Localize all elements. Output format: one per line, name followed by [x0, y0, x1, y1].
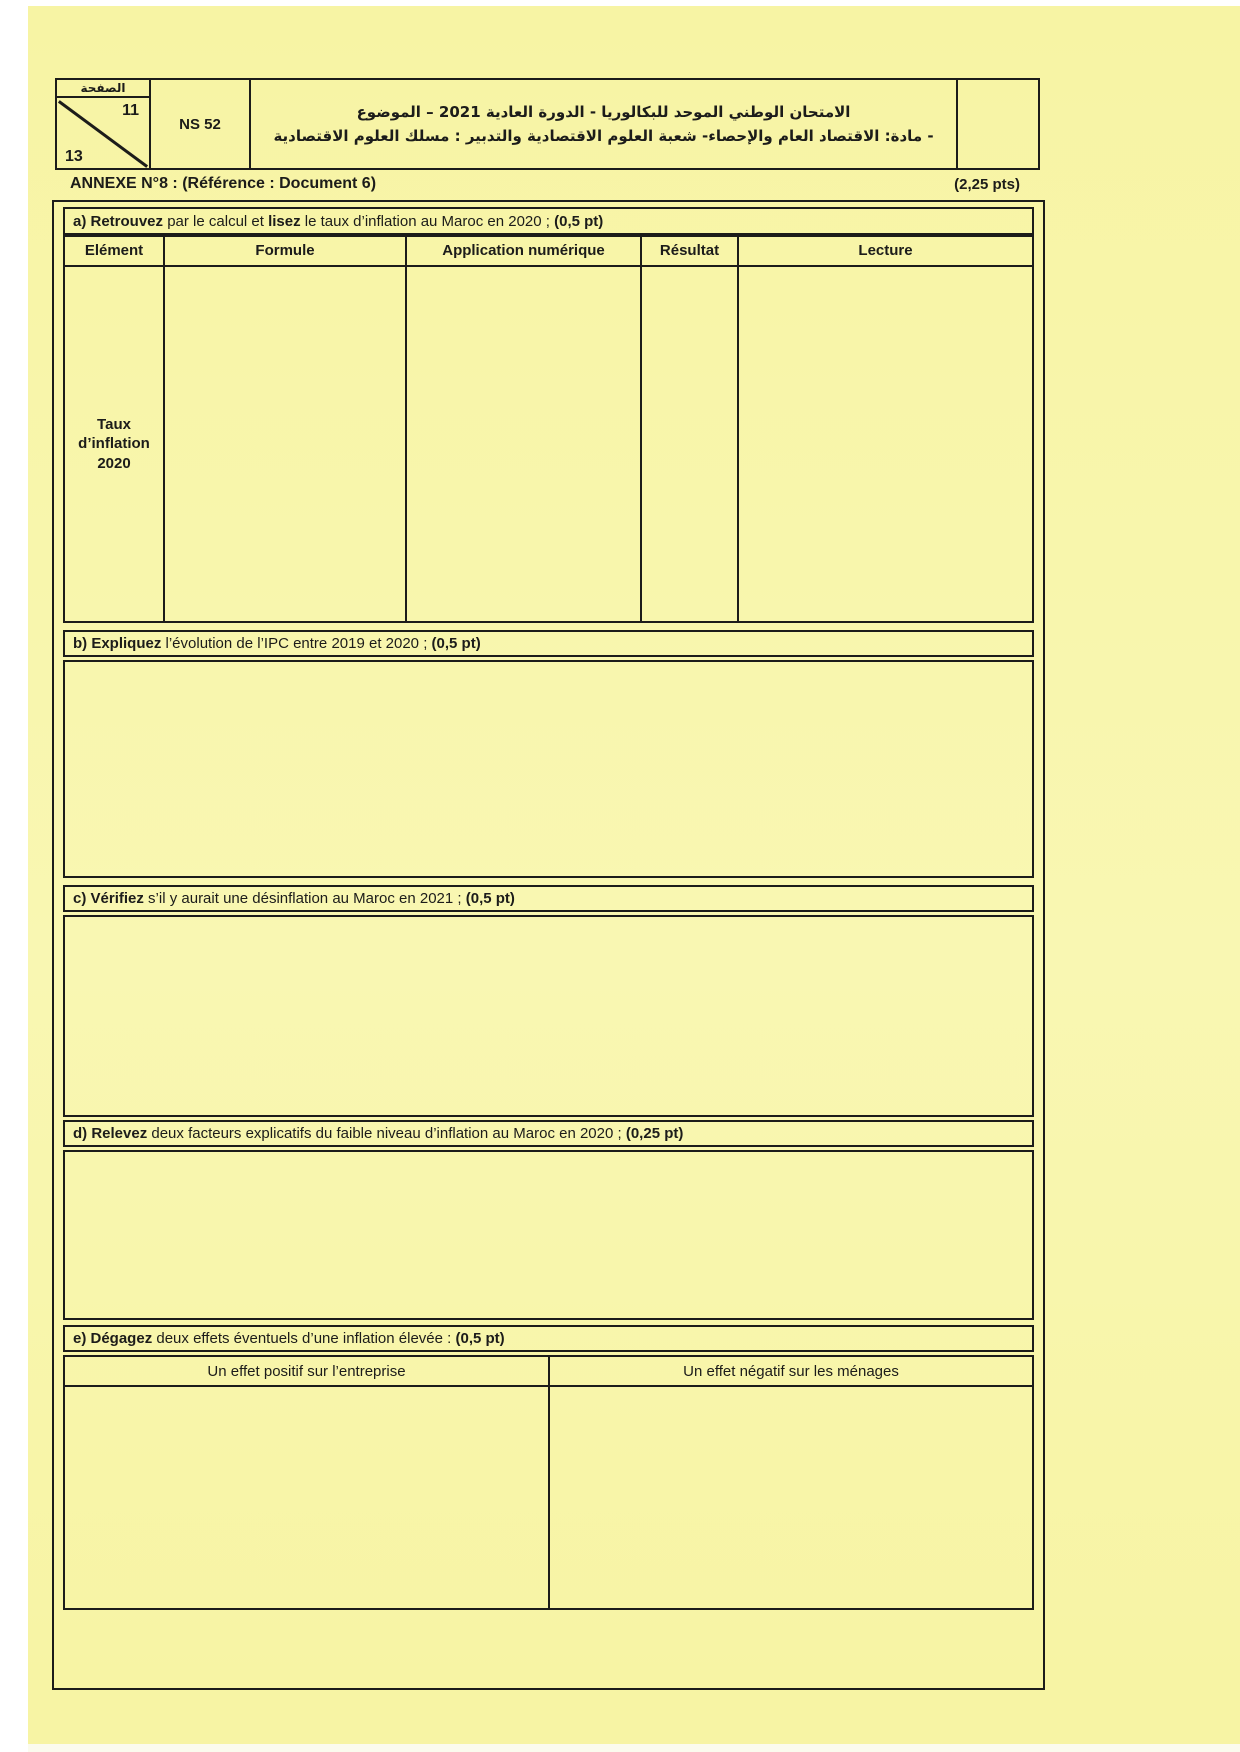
- answer-cell-application: [407, 267, 642, 621]
- answer-box-b: [63, 660, 1034, 878]
- question-b-lead: b) Expliquez: [73, 635, 162, 652]
- column-header-effet-negatif: Un effet négatif sur les ménages: [683, 1362, 899, 1380]
- header-empty-cell: [958, 80, 1038, 168]
- effects-table-header-row: [65, 1357, 1032, 1387]
- column-header-resultat: Résultat: [642, 237, 739, 265]
- question-c-text: s’il y aurait une désinflation au Maroc en 2021 ;: [143, 890, 466, 907]
- content-frame: [52, 200, 1045, 1690]
- exam-title: [251, 80, 958, 168]
- inflation-table: [63, 235, 1034, 623]
- question-c-lead: c) Vérifiez: [73, 890, 144, 907]
- answer-cell-lecture: [739, 267, 1032, 621]
- question-a-text1: par le calcul et: [163, 212, 269, 230]
- question-c: [63, 885, 1034, 912]
- annexe-points: (2,25 pts): [954, 175, 1020, 193]
- effects-table: [63, 1355, 1034, 1610]
- column-header-lecture: Lecture: [858, 242, 913, 260]
- question-b: [63, 630, 1034, 657]
- answer-cell-effet-positif: [65, 1387, 550, 1608]
- effects-table-body-row: [65, 1387, 1032, 1608]
- column-header-effet-positif: Un effet positif sur l’entreprise: [65, 1357, 550, 1385]
- question-e-text: deux effets éventuels d’une inflation élevée :: [152, 1330, 456, 1347]
- question-b-text: l’évolution de l’IPC entre 2019 et 2020 ;: [161, 635, 432, 652]
- exam-title-line1: الامتحان الوطني الموحد للبكالوريا - الدورة العادية 2021 – الموضوع: [356, 103, 851, 121]
- column-header-application: Application numérique: [407, 237, 642, 265]
- question-a-lead: a) Retrouvez: [73, 212, 164, 230]
- answer-box-c: [63, 915, 1034, 1117]
- answer-cell-resultat: [642, 267, 739, 621]
- question-a: [63, 207, 1034, 235]
- column-header-element: Elément: [65, 237, 165, 265]
- column-header-formule: Formule: [165, 237, 407, 265]
- question-d-lead: d) Relevez: [73, 1125, 148, 1142]
- answer-cell-effet-negatif: [550, 1387, 1032, 1608]
- page-total: 13: [65, 148, 83, 165]
- question-a-bold-word: lisez: [268, 212, 301, 230]
- question-e: [63, 1325, 1034, 1352]
- question-d: [63, 1120, 1034, 1147]
- question-a-points: (0,5 pt): [554, 212, 604, 230]
- page-indicator-box: [57, 80, 151, 168]
- row-label-taux-inflation: Taux d’inflation 2020: [65, 267, 165, 621]
- question-c-points: (0,5 pt): [465, 890, 515, 907]
- exam-title-line2: - مادة: الاقتصاد العام والإحصاء- شعبة العلوم الاقتصادية والتدبير : مسلك العلوم الاقتصادية: [273, 127, 934, 145]
- question-e-points: (0,5 pt): [455, 1330, 505, 1347]
- inflation-table-header-row: [65, 237, 1032, 267]
- exam-header: [55, 78, 1040, 170]
- question-d-text: deux facteurs explicatifs du faible niveau d’inflation au Maroc en 2020 ;: [147, 1125, 626, 1142]
- exam-code: NS 52: [151, 80, 251, 168]
- inflation-table-body-row: [65, 267, 1032, 621]
- annexe-heading: [70, 172, 1020, 196]
- question-e-lead: e) Dégagez: [73, 1330, 153, 1347]
- annexe-title: ANNEXE N°8 : (Référence : Document 6): [70, 175, 377, 192]
- answer-cell-formule: [165, 267, 407, 621]
- page-current: 11: [122, 102, 139, 119]
- page-label: الصفحة: [57, 81, 149, 98]
- answer-box-d: [63, 1150, 1034, 1320]
- question-d-points: (0,25 pt): [625, 1125, 684, 1142]
- question-a-text2: le taux d’inflation au Maroc en 2020 ;: [300, 212, 555, 230]
- page-bottom-edge: [28, 1744, 1240, 1752]
- question-b-points: (0,5 pt): [431, 635, 481, 652]
- page-fraction: [57, 100, 149, 168]
